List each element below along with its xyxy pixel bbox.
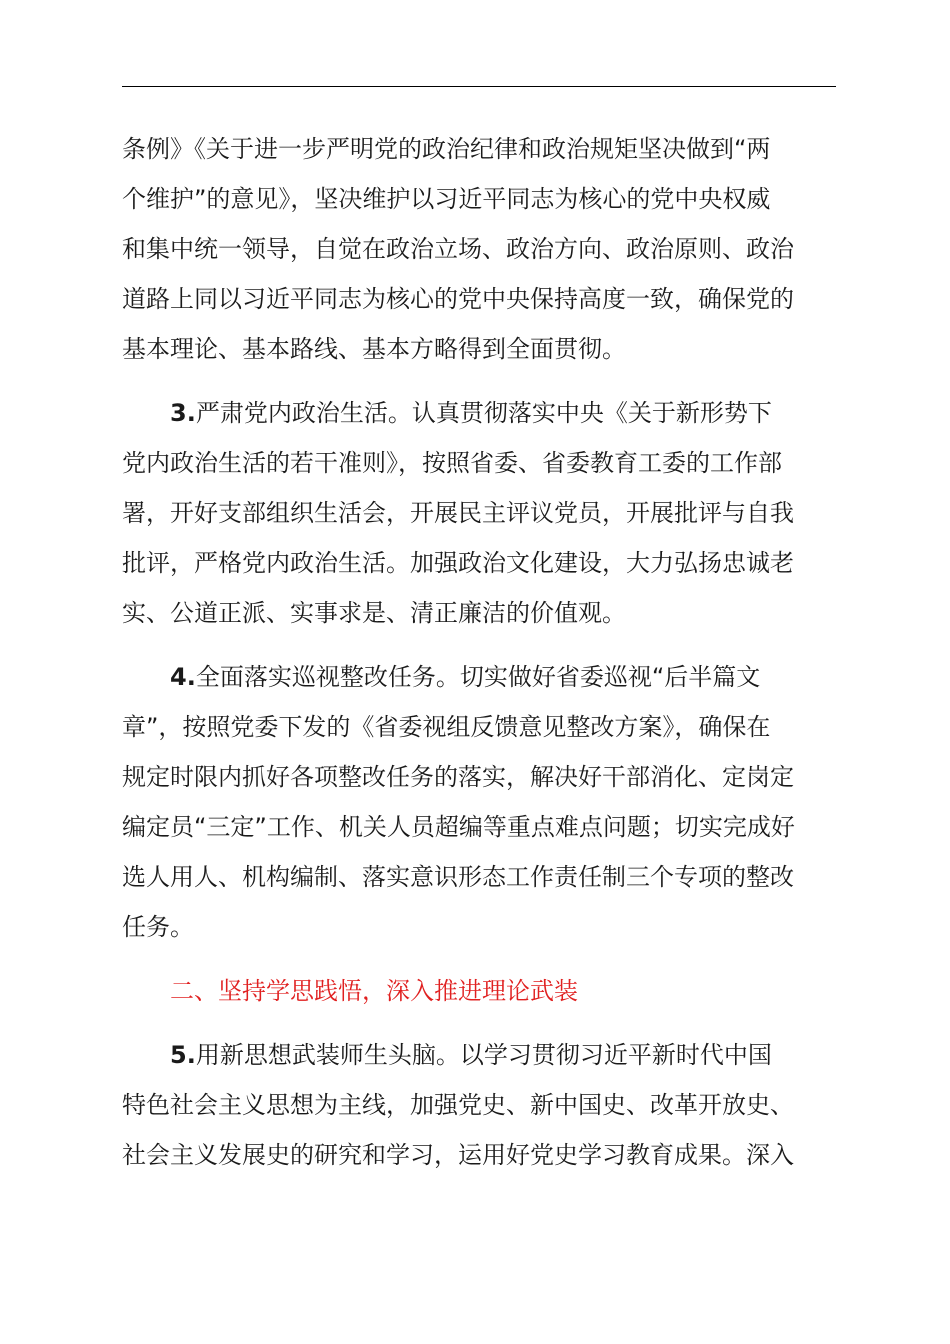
paragraph-item-4 bbox=[122, 652, 838, 952]
text-line bbox=[122, 902, 838, 952]
line-text: 全面落实巡视整改任务。切实做好省委巡视“后半篇文 bbox=[195, 663, 761, 691]
paragraph-item-5 bbox=[122, 1030, 838, 1180]
text-line bbox=[122, 438, 838, 488]
text-line bbox=[122, 124, 838, 174]
line-text: 实、公道正派、实事求是、清正廉洁的价值观。 bbox=[122, 599, 626, 627]
line-text: 用新思想武装师生头脑。以学习贯彻习近平新时代中国 bbox=[195, 1041, 772, 1069]
header-rule bbox=[122, 86, 836, 87]
line-text: 任务。 bbox=[122, 913, 194, 941]
text-line bbox=[122, 224, 838, 274]
text-line bbox=[122, 852, 838, 902]
line-text: 道路上同以习近平同志为核心的党中央保持高度一致，确保党的 bbox=[122, 285, 794, 313]
text-line bbox=[122, 324, 838, 374]
section-heading: 二、坚持学思践悟，深入推进理论武装 bbox=[170, 977, 578, 1005]
line-text: 选人用人、机构编制、落实意识形态工作责任制三个专项的整改 bbox=[122, 863, 794, 891]
paragraph-item-3 bbox=[122, 388, 838, 638]
line-text: 编定员“三定”工作、机关人员超编等重点难点问题；切实完成好 bbox=[122, 813, 795, 841]
paragraph-continuation bbox=[122, 124, 838, 374]
document-body bbox=[122, 124, 838, 1180]
text-line bbox=[122, 274, 838, 324]
line-text: 章”，按照党委下发的《省委视组反馈意见整改方案》，确保在 bbox=[122, 713, 771, 741]
text-line bbox=[122, 488, 838, 538]
text-line bbox=[122, 1080, 838, 1130]
line-text: 个维护”的意见》，坚决维护以习近平同志为核心的党中央权威 bbox=[122, 185, 771, 213]
text-line bbox=[122, 802, 838, 852]
line-text: 严肃党内政治生活。认真贯彻落实中央《关于新形势下 bbox=[195, 399, 772, 427]
line-text: 署，开好支部组织生活会，开展民主评议党员，开展批评与自我 bbox=[122, 499, 794, 527]
item-number: 4. bbox=[170, 663, 196, 691]
text-line bbox=[122, 174, 838, 224]
line-text: 规定时限内抓好各项整改任务的落实，解决好干部消化、定岗定 bbox=[122, 763, 794, 791]
line-text: 特色社会主义思想为主线，加强党史、新中国史、改革开放史、 bbox=[122, 1091, 794, 1119]
text-line bbox=[122, 702, 838, 752]
text-line bbox=[122, 388, 838, 438]
text-line bbox=[122, 588, 838, 638]
line-text: 社会主义发展史的研究和学习，运用好党史学习教育成果。深入 bbox=[122, 1141, 794, 1169]
line-text: 批评，严格党内政治生活。加强政治文化建设，大力弘扬忠诚老 bbox=[122, 549, 794, 577]
item-number: 5. bbox=[170, 1041, 196, 1069]
item-number: 3. bbox=[170, 399, 196, 427]
text-line bbox=[122, 1030, 838, 1080]
line-text: 和集中统一领导，自觉在政治立场、政治方向、政治原则、政治 bbox=[122, 235, 794, 263]
text-line bbox=[122, 538, 838, 588]
text-line bbox=[122, 652, 838, 702]
line-text: 党内政治生活的若干准则》，按照省委、省委教育工委的工作部 bbox=[122, 449, 782, 477]
text-line bbox=[122, 752, 838, 802]
text-line bbox=[122, 1130, 838, 1180]
line-text: 基本理论、基本路线、基本方略得到全面贯彻。 bbox=[122, 335, 626, 363]
line-text: 条例》《关于进一步严明党的政治纪律和政治规矩坚决做到“两 bbox=[122, 135, 771, 163]
